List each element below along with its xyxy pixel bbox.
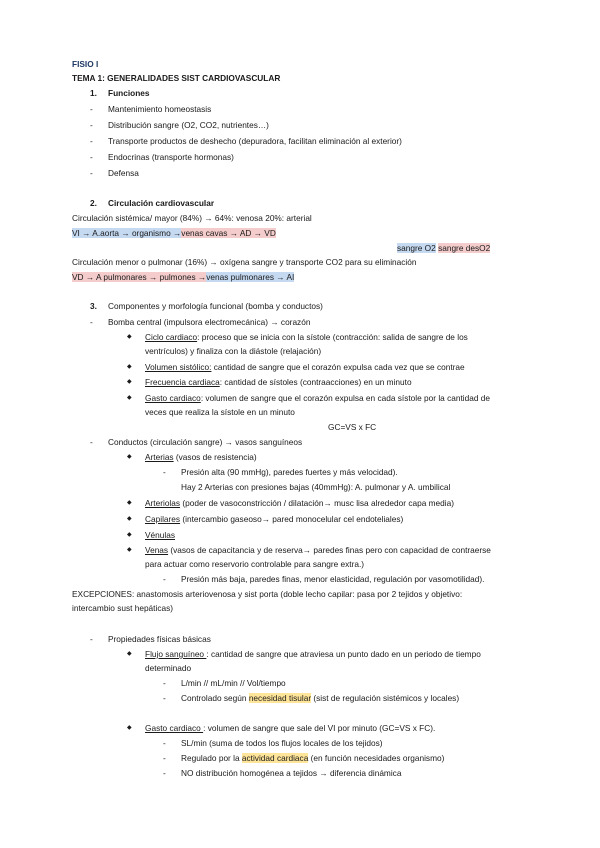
diamond-bullet: ◆ — [127, 725, 132, 731]
arteries-detail: Hay 2 Arterias con presiones bajas (40mmHg): A. pulmonar y A. umbilical — [181, 482, 451, 492]
definition: (vasos de resistencia) — [173, 452, 257, 462]
legend-o2: sangre O2 — [397, 243, 436, 253]
definition: (poder de vasoconstricción / dilatación→ musc lisa alrededor capa media) — [180, 498, 454, 508]
dash-bullet: - — [90, 317, 93, 327]
capillaries — [145, 513, 403, 525]
term: Gasto cardiaco — [145, 393, 201, 403]
diamond-bullet: ◆ — [127, 547, 132, 553]
section1-title: Funciones — [108, 88, 150, 98]
term: Venas — [145, 545, 169, 555]
definition: (vasos de capacitancia y de reserva→ paredes finas pero con capacidad de contraerse — [168, 545, 491, 555]
highlight: actividad cardiaca — [241, 753, 309, 763]
diamond-bullet: ◆ — [127, 500, 132, 506]
dash-bullet: - — [90, 437, 93, 447]
exceptions: EXCEPCIONES: anastomosis arteriovenosa y sist porta (doble lecho capilar: pasa por 2 tejidos y objetivo: — [72, 589, 463, 599]
systemic-circulation: Circulación sistémica/ mayor (84%) → 64%: venosa 20%: arterial — [72, 213, 312, 223]
cardiac-cycle-cont: ventrículos) y finaliza con la diástole (relajación) — [145, 346, 322, 356]
color-legend — [397, 242, 490, 254]
pulmonary-flow-deoxygenated: VD → A pulmonares → pulmones → — [72, 272, 207, 282]
pump-heading: Bomba central (impulsora electromecánica) → corazón — [108, 317, 311, 327]
formula: GC=VS x FC — [328, 422, 377, 432]
diamond-bullet: ◆ — [127, 454, 132, 460]
section3-title: Componentes y morfología funcional (bomba y conductos) — [108, 301, 323, 311]
dash-bullet: - — [163, 738, 166, 748]
stroke-volume — [145, 361, 465, 373]
text: (en función necesidades organismo) — [308, 753, 445, 763]
definition: (intercambio gaseoso→ pared monocelular cel endoteliales) — [180, 514, 404, 524]
dash-bullet: - — [90, 168, 93, 178]
cardiac-output-detail: NO distribución homogénea a tejidos → diferencia dinámica — [181, 768, 402, 778]
blood-flow-detail — [181, 692, 459, 704]
dash-bullet: - — [90, 136, 93, 146]
diamond-bullet: ◆ — [127, 532, 132, 538]
term: Capilares — [145, 514, 181, 524]
blood-flow — [145, 648, 481, 660]
dash-bullet: - — [163, 467, 166, 477]
term: Arterias — [145, 452, 174, 462]
text: (sist de regulación sistémicos y locales) — [311, 693, 460, 703]
topic-title: TEMA 1: GENERALIDADES SIST CARDIOVASCULAR — [72, 73, 281, 83]
text: Regulado por la — [181, 753, 242, 763]
definition: : cantidad de sangre que atraviesa un punto dado en un periodo de tiempo — [206, 649, 481, 659]
arteries — [145, 451, 257, 463]
dash-bullet: - — [90, 152, 93, 162]
list-item: Mantenimiento homeostasis — [108, 104, 212, 114]
conduits-heading: Conductos (circulación sangre) → vasos sanguíneos — [108, 437, 303, 447]
dash-bullet: - — [163, 753, 166, 763]
cardiac-output-cont: veces que realiza la sístole en un minuto — [145, 407, 295, 417]
definition: : volumen de sangre que el corazón expulsa en cada sístole por la cantidad de — [200, 393, 491, 403]
physical-properties-heading: Propiedades físicas básicas — [108, 634, 211, 644]
dash-bullet: - — [163, 768, 166, 778]
dash-bullet: - — [163, 693, 166, 703]
veins-cont: para actuar como reservorio controlable para sangre extra.) — [145, 559, 365, 569]
cardiac-output-detail: SL/min (suma de todos los flujos locales de los tejidos) — [181, 738, 383, 748]
section2-number: 2. — [90, 198, 97, 208]
dash-bullet: - — [90, 634, 93, 644]
definition: cantidad de sangre que el corazón expulsa cada vez que se contrae — [211, 362, 465, 372]
pulmonary-flow — [72, 271, 294, 283]
dash-bullet: - — [90, 104, 93, 114]
text: Controlado según — [181, 693, 249, 703]
term: Flujo sanguíneo — [145, 649, 207, 659]
diamond-bullet: ◆ — [127, 364, 132, 370]
arteries-detail: Presión alta (90 mmHg), paredes fuertes y más velocidad). — [181, 467, 398, 477]
cardiac-output-detail — [181, 752, 444, 764]
section2-title: Circulación cardiovascular — [108, 198, 215, 208]
dash-bullet: - — [90, 120, 93, 130]
cardiac-output-def — [145, 722, 435, 734]
term: Gasto cardiaco — [145, 723, 204, 733]
term: Frecuencia cardiaca — [145, 377, 220, 387]
blood-flow-detail: L/min // mL/min // Vol/tiempo — [181, 678, 286, 688]
legend-deso2: sangre desO2 — [438, 243, 491, 253]
term: Volumen sistólico: — [145, 362, 212, 372]
cardiac-output — [145, 392, 490, 404]
arterioles — [145, 497, 454, 509]
section3-number: 3. — [90, 301, 97, 311]
list-item: Endocrinas (transporte hormonas) — [108, 152, 234, 162]
systemic-flow-deoxygenated: venas cavas → AD → VD — [181, 228, 276, 238]
systemic-flow — [72, 227, 276, 239]
heart-rate — [145, 376, 412, 388]
list-item: Defensa — [108, 168, 139, 178]
veins-detail: Presión más baja, paredes finas, menor elasticidad, regulación por vasomotilidad). — [181, 574, 485, 584]
dash-bullet: - — [163, 678, 166, 688]
diamond-bullet: ◆ — [127, 395, 132, 401]
veins — [145, 544, 491, 556]
dash-bullet: - — [163, 574, 166, 584]
diamond-bullet: ◆ — [127, 651, 132, 657]
pulmonary-flow-oxygenated: venas pulmonares → AI — [206, 272, 295, 282]
subject-title: FISIO I — [72, 59, 99, 69]
systemic-flow-oxygenated: VI → A.aorta → organismo → — [72, 228, 182, 238]
diamond-bullet: ◆ — [127, 516, 132, 522]
diamond-bullet: ◆ — [127, 334, 132, 340]
list-item: Transporte productos de deshecho (depuradora, facilitan eliminación al exterior) — [108, 136, 402, 146]
definition: : cantidad de sístoles (contraacciones) en un minuto — [219, 377, 412, 387]
term: Ciclo cardiaco — [145, 332, 198, 342]
cardiac-cycle — [145, 331, 468, 343]
pulmonary-circulation: Circulación menor o pulmonar (16%) → oxígena sangre y transporte CO2 para su eliminación — [72, 257, 417, 267]
blood-flow-cont: determinado — [145, 663, 192, 673]
section1-number: 1. — [90, 88, 97, 98]
term: Arteriolas — [145, 498, 181, 508]
definition: : proceso que se inicia con la sístole (contracción: salida de sangre de los — [197, 332, 468, 342]
list-item: Distribución sangre (O2, CO2, nutrientes…) — [108, 120, 269, 130]
exceptions-cont: intercambio sust hepáticas) — [72, 603, 173, 613]
definition: : volumen de sangre que sale del VI por minuto (GC=VS x FC). — [203, 723, 436, 733]
highlight: necesidad tisular — [248, 693, 312, 703]
diamond-bullet: ◆ — [127, 379, 132, 385]
venules: Vénulas — [145, 530, 175, 540]
